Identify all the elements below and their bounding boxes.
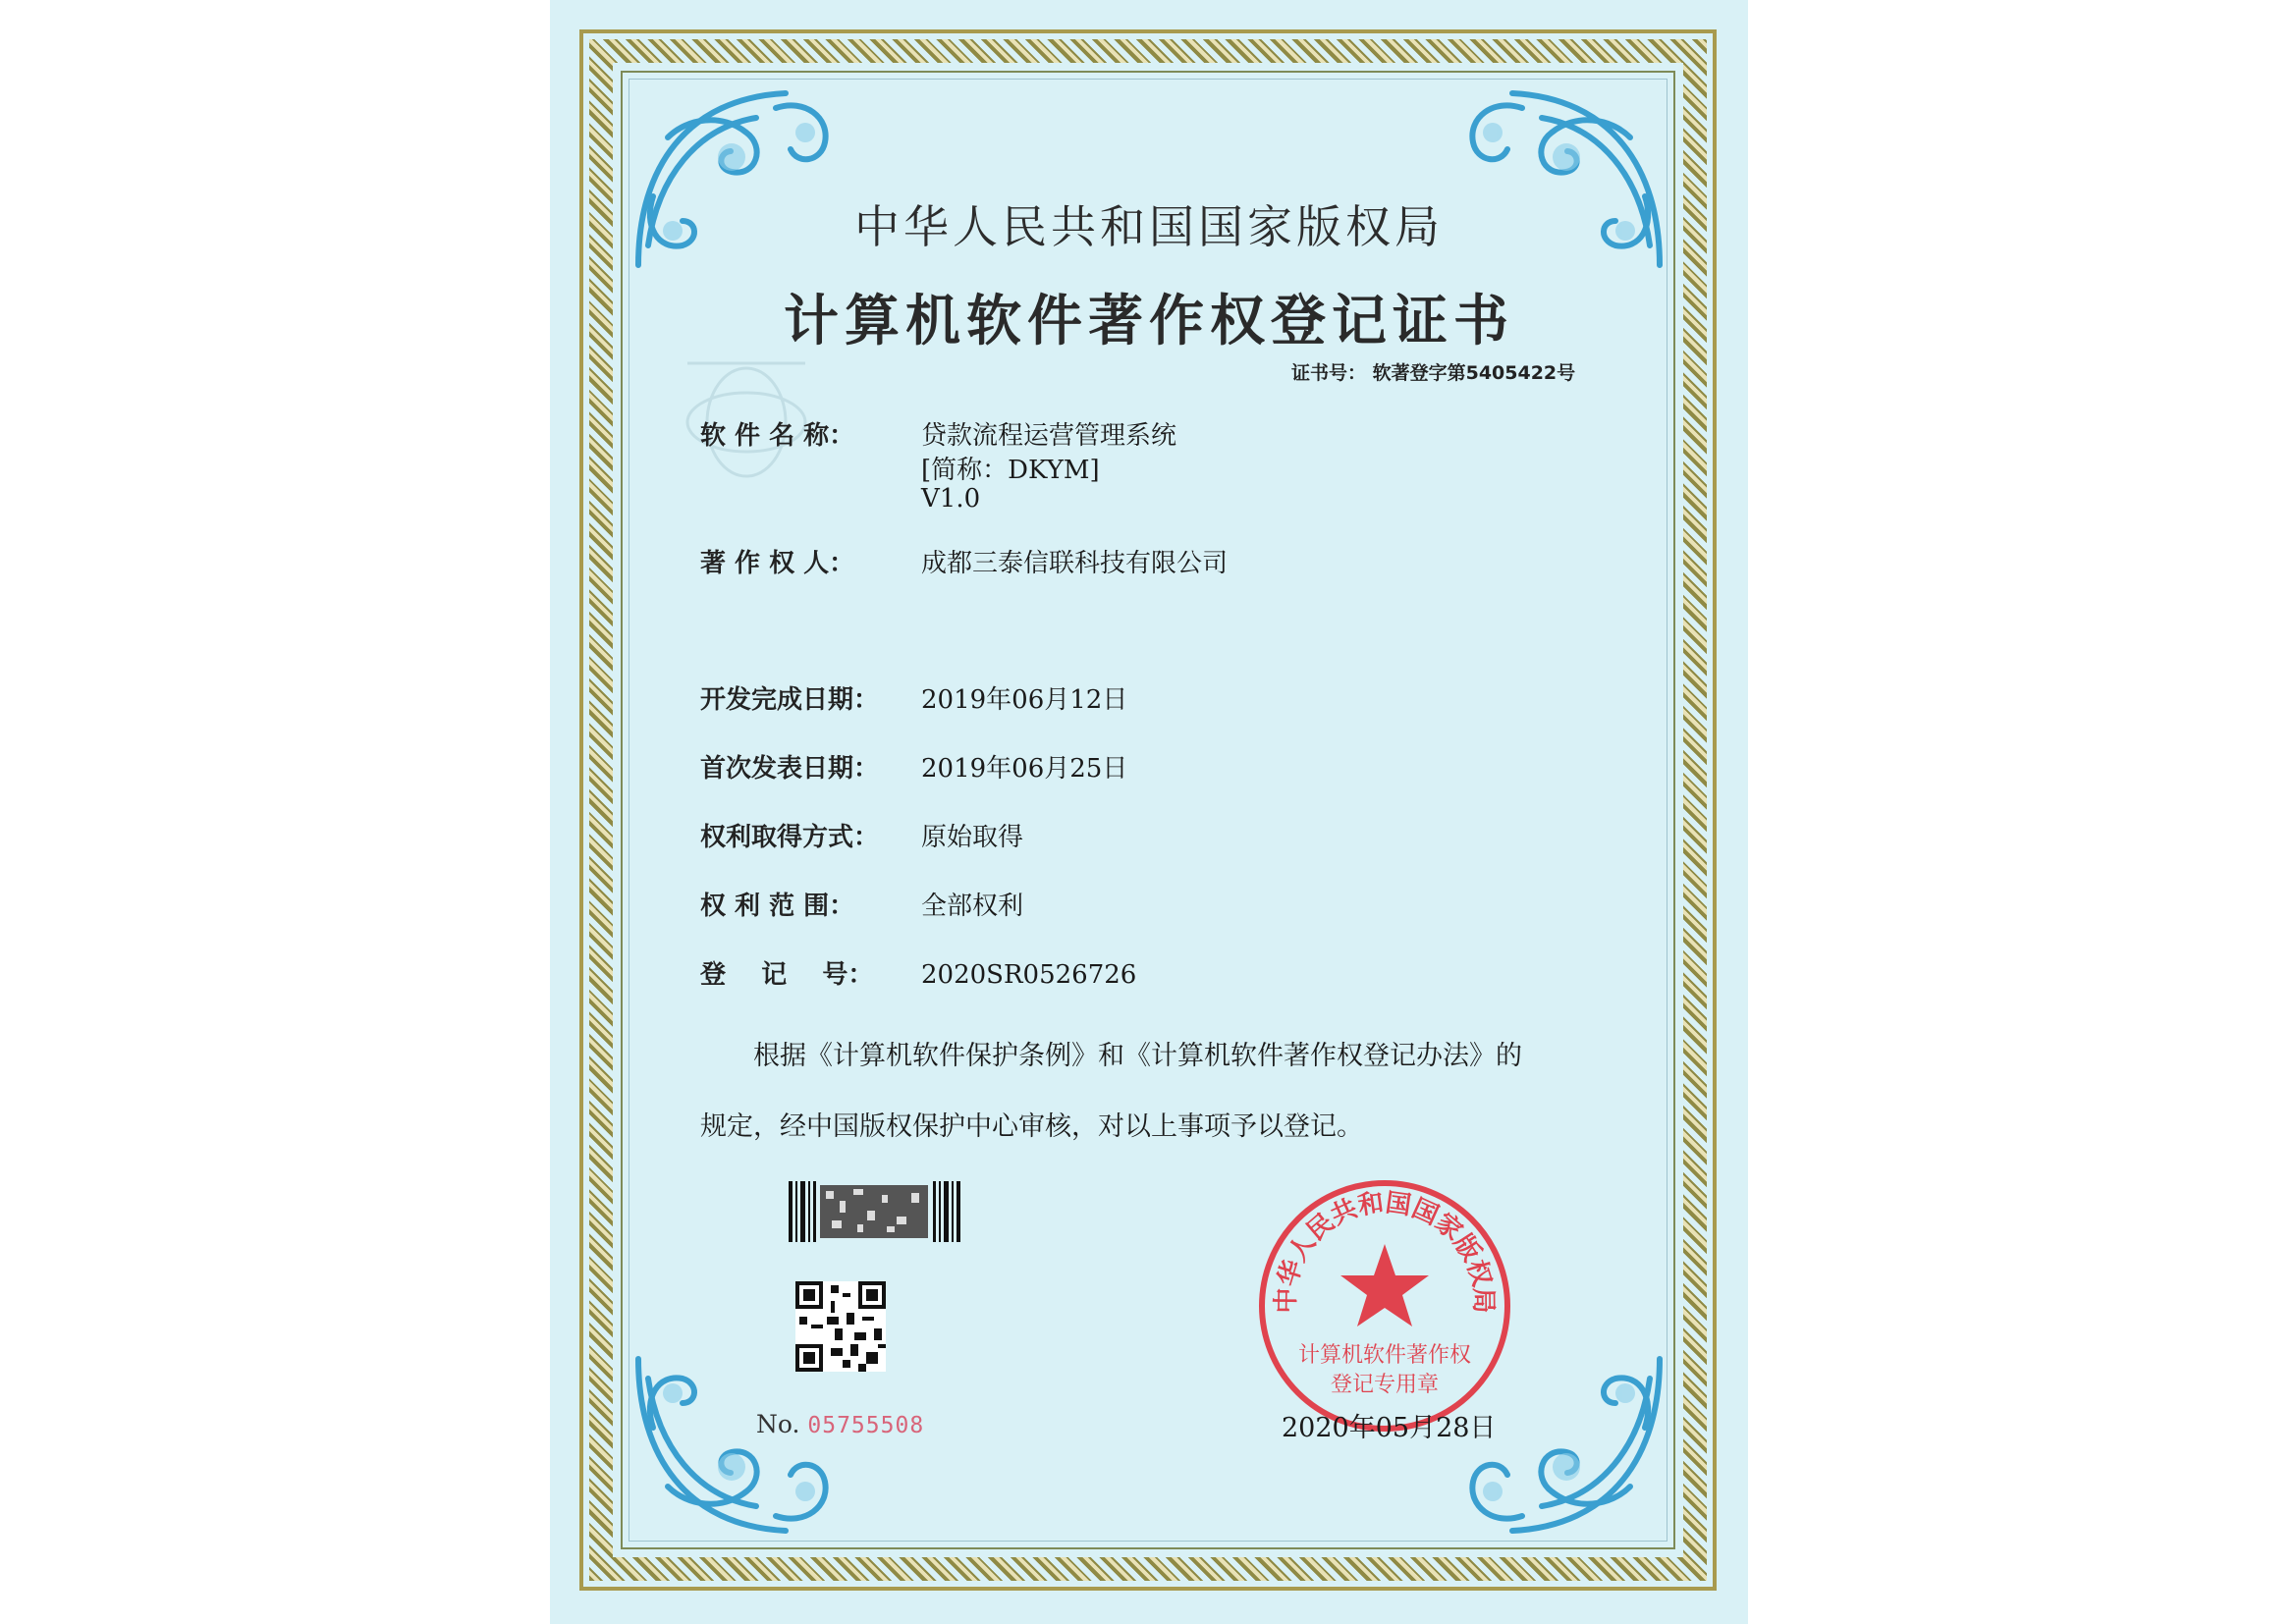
statement-line-2: 规定，经中国版权保护中心审核，对以上事项予以登记。 [700, 1111, 1363, 1142]
acquire-value: 原始取得 [921, 823, 1024, 852]
issuing-authority: 中华人民共和国国家版权局 [854, 200, 1444, 253]
scope-value: 全部权利 [921, 892, 1024, 921]
serial-value: 05755508 [807, 1413, 925, 1438]
barcode-image [789, 1181, 960, 1242]
seal-center-line-2: 登记专用章 [1330, 1373, 1440, 1397]
seal-center-line-1: 计算机软件著作权 [1297, 1343, 1472, 1368]
seal-ring-text: 中华人民共和国国家版权局 [1271, 1188, 1499, 1314]
scope-row [700, 886, 1023, 922]
publish-date-label: 首次发表日期： [700, 754, 880, 784]
reg-no-row [700, 954, 1136, 991]
reg-no-label: 登 记 号： [700, 960, 874, 990]
statement-line-1: 根据《计算机软件保护条例》和《计算机软件著作权登记办法》的 [753, 1041, 1522, 1071]
software-abbreviation: [简称：DKYM] [921, 456, 1100, 485]
certificate-sheet [550, 0, 1748, 1624]
scope-label: 权 利 范 围： [700, 892, 855, 921]
software-name-label: 软 件 名 称： [700, 421, 855, 451]
dev-date-value: 2019年06月12日 [921, 685, 1128, 715]
software-name-value: 贷款流程运营管理系统 [921, 421, 1177, 451]
reg-no-value: 2020SR0526726 [921, 960, 1137, 990]
owner-row [700, 543, 1228, 579]
publish-date-row [700, 748, 1127, 785]
dev-date-label: 开发完成日期： [700, 685, 880, 715]
serial-label: No. [756, 1410, 800, 1438]
owner-label: 著 作 权 人： [700, 549, 855, 578]
publish-date-value: 2019年06月25日 [921, 754, 1128, 784]
qr-code-image [795, 1281, 886, 1372]
acquire-row [700, 817, 1023, 853]
serial-number [756, 1410, 924, 1438]
certificate-title: 计算机软件著作权登记证书 [784, 289, 1514, 353]
software-name-row [700, 415, 1176, 452]
official-seal [1252, 1173, 1517, 1438]
owner-value: 成都三泰信联科技有限公司 [921, 549, 1229, 578]
acquire-label: 权利取得方式： [700, 823, 880, 852]
corner-ornament-bottom-left [629, 1349, 845, 1545]
dev-date-row [700, 679, 1127, 716]
software-version: V1.0 [921, 484, 981, 514]
certificate-number: 证书号： 软著登字第5405422号 [1291, 362, 1576, 384]
issue-date: 2020年05月28日 [1282, 1413, 1497, 1443]
